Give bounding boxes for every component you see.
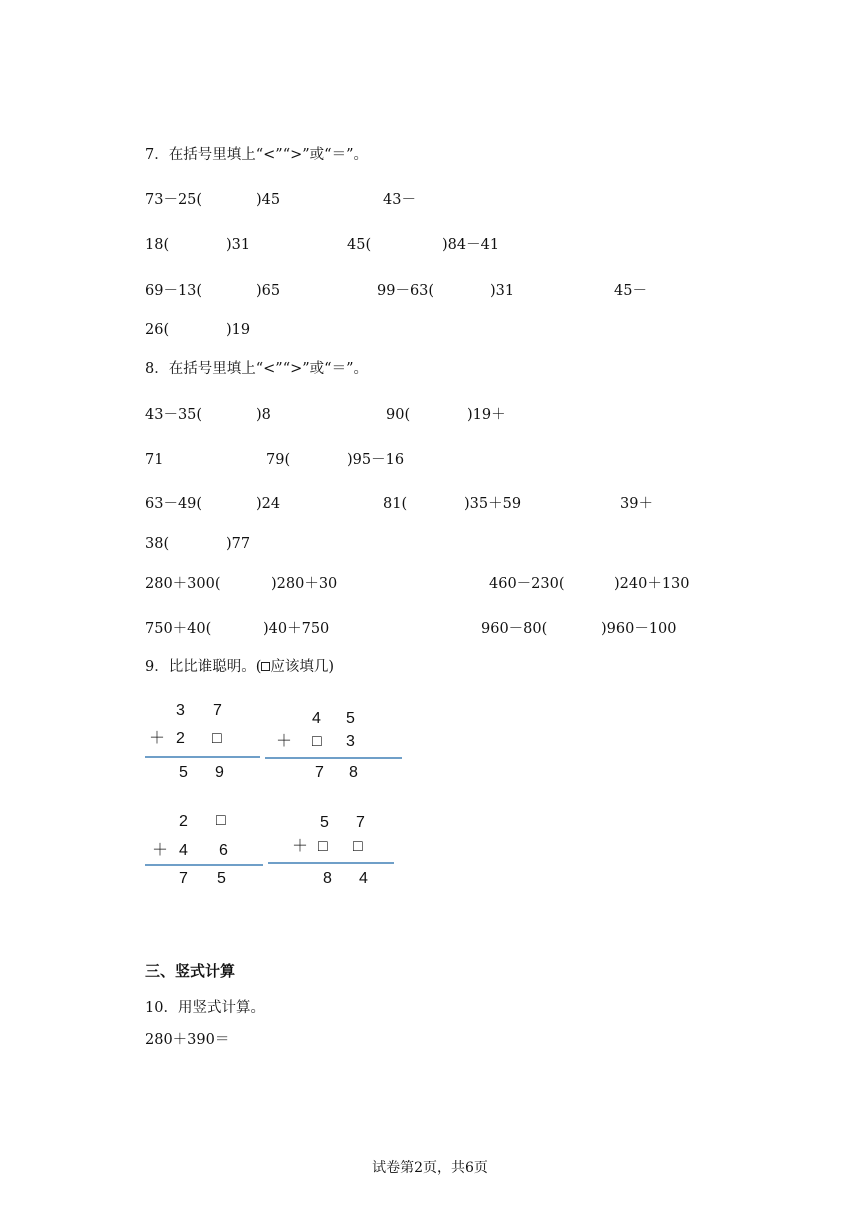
blank-box: □	[318, 838, 328, 855]
puzzle-1-result-digit: 9	[215, 764, 224, 781]
puzzle-2-result-digit: 8	[349, 764, 358, 781]
puzzle-1-result-digit: 5	[179, 764, 188, 781]
sum-line	[265, 757, 402, 759]
q8-expr: 750＋40(	[145, 621, 212, 637]
q9-prompt-start: 9．比比谁聪明。(	[145, 659, 262, 675]
blank-box: □	[353, 838, 363, 855]
sum-line	[145, 756, 260, 758]
puzzle-2-mid-digit: 3	[346, 733, 355, 750]
q8-expr: 38(	[145, 536, 170, 552]
plus-sign: ＋	[276, 733, 293, 750]
q7-expr: 45(	[347, 237, 372, 253]
sum-line	[145, 864, 263, 866]
puzzle-4-top-digit: 7	[356, 814, 365, 831]
puzzle-4-result-digit: 4	[359, 870, 368, 887]
q9-prompt-end: 应该填几)	[270, 659, 335, 675]
q7-expr: )19	[226, 322, 251, 338]
q8-expr: )77	[226, 536, 251, 552]
q8-expr: )95－16	[347, 452, 405, 468]
q7-expr: 26(	[145, 322, 170, 338]
q8-expr: )40＋750	[263, 621, 330, 637]
puzzle-2-top-digit: 5	[346, 710, 355, 727]
question-10-prompt: 10．用竖式计算。	[145, 1000, 265, 1016]
q8-expr: )19＋	[467, 407, 506, 423]
question-9-prompt	[145, 660, 334, 675]
q7-expr: )84－41	[442, 237, 500, 253]
q8-expr: )240＋130	[614, 576, 690, 592]
q7-expr: 45－	[614, 283, 647, 299]
q8-expr: 960－80(	[481, 621, 548, 637]
q8-expr: 280＋300(	[145, 576, 221, 592]
question-7-prompt: 7．在括号里填上“<”“>”或“＝”。	[145, 147, 369, 163]
puzzle-4-result-digit: 8	[323, 870, 332, 887]
q7-expr: 43－	[383, 192, 416, 208]
q10-expression: 280＋390＝	[145, 1032, 230, 1048]
puzzle-1-top-digit: 3	[176, 702, 185, 719]
blank-box: □	[312, 733, 322, 750]
puzzle-1-mid-digit: 2	[176, 730, 185, 747]
puzzle-3-result-digit: 7	[179, 870, 188, 887]
puzzle-3-mid-digit: 6	[219, 842, 228, 859]
q8-expr: 63－49(	[145, 496, 203, 512]
q7-expr: )65	[256, 283, 281, 299]
q8-expr: 71	[145, 452, 164, 468]
q8-expr: 79(	[266, 452, 291, 468]
puzzle-3-result-digit: 5	[217, 870, 226, 887]
q8-expr: )960－100	[601, 621, 677, 637]
puzzle-2-top-digit: 4	[312, 710, 321, 727]
q8-expr: 81(	[383, 496, 408, 512]
q8-expr: 90(	[386, 407, 411, 423]
q8-expr: )8	[256, 407, 271, 423]
q7-expr: )45	[256, 192, 281, 208]
q8-expr: )24	[256, 496, 281, 512]
puzzle-2-result-digit: 7	[315, 764, 324, 781]
q7-expr: 73－25(	[145, 192, 203, 208]
q8-expr: 39＋	[620, 496, 653, 512]
blank-box: □	[212, 730, 222, 747]
q8-expr: )280＋30	[271, 576, 338, 592]
sum-line	[268, 862, 394, 864]
plus-sign: ＋	[149, 730, 166, 747]
puzzle-4-top-digit: 5	[320, 814, 329, 831]
puzzle-3-mid-digit: 4	[179, 842, 188, 859]
q8-expr: 43－35(	[145, 407, 203, 423]
q7-expr: 18(	[145, 237, 170, 253]
question-8-prompt: 8．在括号里填上“<”“>”或“＝”。	[145, 361, 369, 377]
puzzle-3-top-digit: 2	[179, 813, 188, 830]
plus-sign: ＋	[152, 842, 169, 859]
q7-expr: )31	[226, 237, 251, 253]
page-footer: 试卷第2页，共6页	[372, 1160, 488, 1176]
q7-expr: 99－63(	[377, 283, 435, 299]
puzzle-1-top-digit: 7	[213, 702, 222, 719]
plus-sign: ＋	[292, 838, 309, 855]
blank-box: □	[216, 812, 226, 829]
q7-expr: 69－13(	[145, 283, 203, 299]
section-title: 三、竖式计算	[145, 962, 236, 980]
q8-expr: 460－230(	[489, 576, 565, 592]
q8-expr: )35＋59	[464, 496, 522, 512]
q7-expr: )31	[490, 283, 515, 299]
